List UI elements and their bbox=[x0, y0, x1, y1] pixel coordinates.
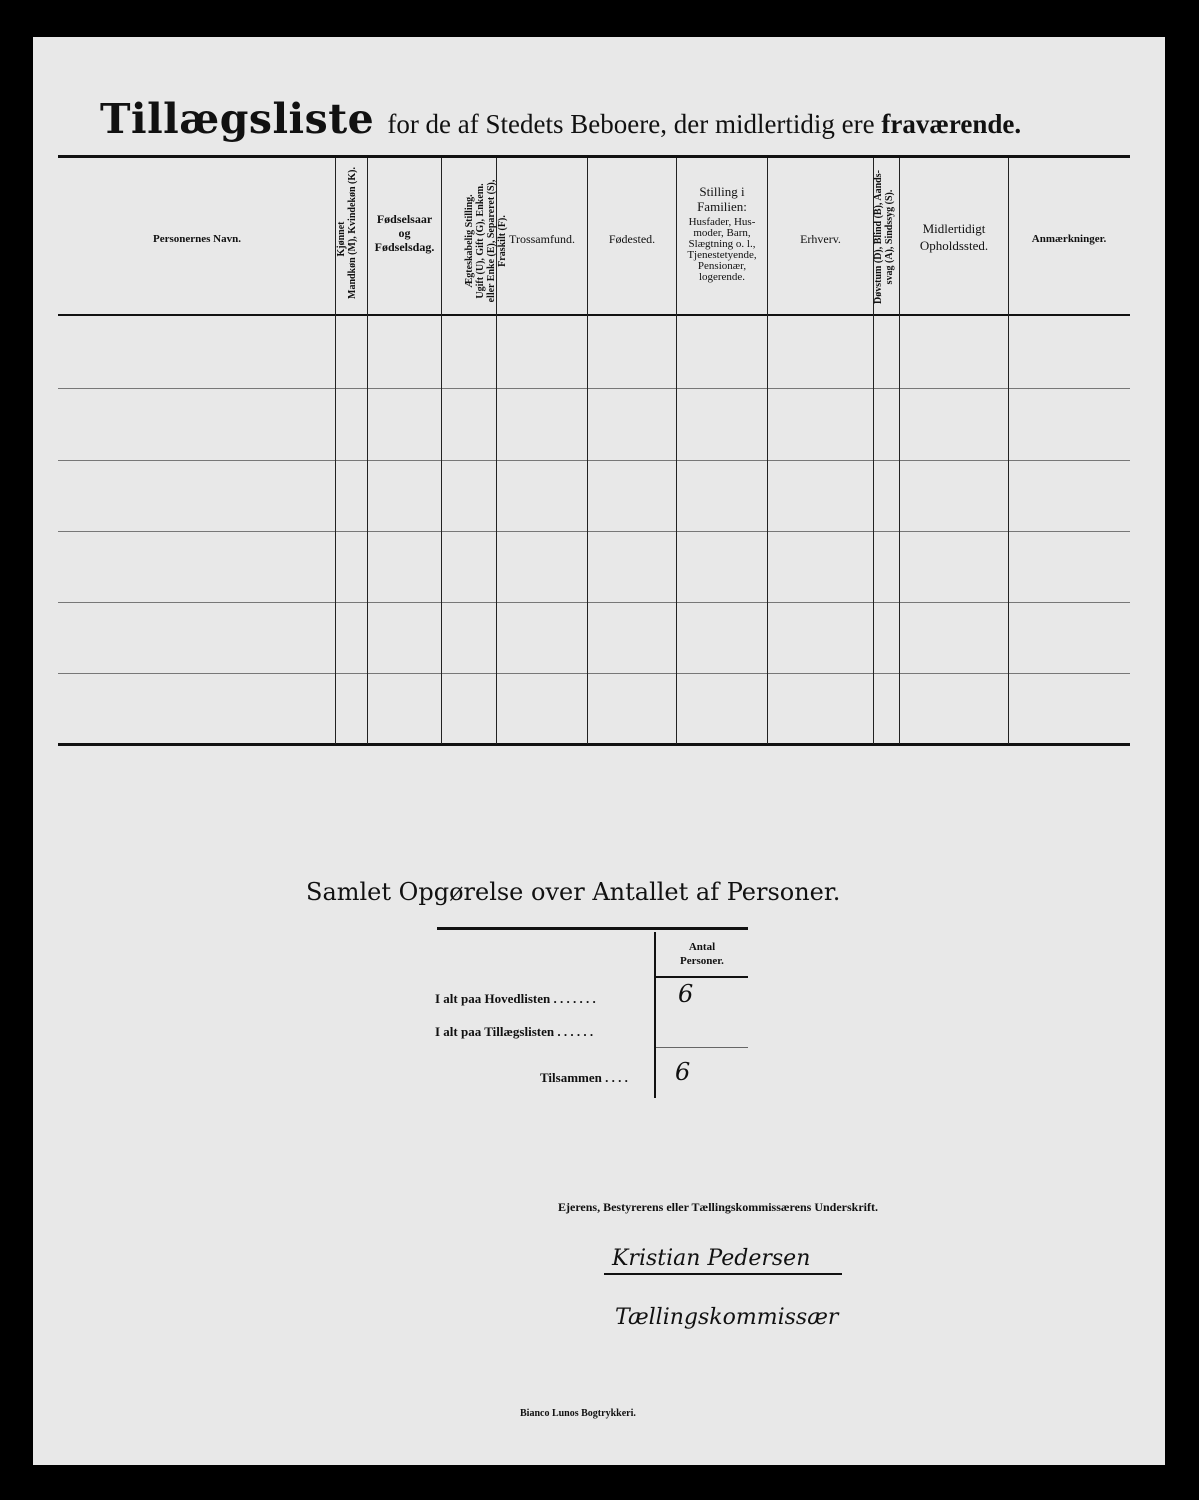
header-sex-line: Mandkøn (M), Kvindekøn (K). bbox=[347, 167, 358, 299]
header-sex bbox=[336, 167, 366, 299]
row-line bbox=[58, 673, 1130, 674]
header-bottom-rule bbox=[58, 314, 1130, 316]
form-title bbox=[100, 95, 1100, 143]
row-line bbox=[58, 388, 1130, 389]
signature-name: Kristian Pedersen bbox=[612, 1246, 811, 1271]
header-birth-line: Fødselsdag. bbox=[374, 240, 435, 254]
header-family bbox=[677, 184, 767, 283]
header-family-line: Pensionær, bbox=[697, 260, 747, 272]
summary-label-total: Tilsammen . . . . bbox=[540, 1070, 628, 1085]
header-birthplace: Fødested. bbox=[608, 232, 656, 246]
header-marital-line: Fraskilt (F). bbox=[497, 215, 508, 267]
summary-value-main: 6 bbox=[678, 980, 694, 1008]
column-divider bbox=[441, 158, 442, 744]
summary-label-supplement: I alt paa Tillægslisten . . . . . . bbox=[435, 1024, 594, 1039]
header-family-line: Familien: bbox=[697, 199, 747, 214]
header-sex-line: Kjønnet bbox=[336, 221, 347, 257]
header-family-line: Slægtning o. l., bbox=[688, 238, 756, 250]
title-subtitle-bold: fraværende. bbox=[881, 109, 1022, 139]
header-occupation: Erhverv. bbox=[800, 232, 841, 246]
header-name: Personernes Navn. bbox=[153, 233, 241, 245]
header-disability bbox=[873, 162, 899, 312]
summary-top-rule bbox=[437, 927, 748, 930]
title-main: Tillægsliste bbox=[100, 95, 375, 143]
signature-role: Tællingskommissær bbox=[615, 1305, 839, 1330]
printer-imprint: Bianco Lunos Bogtrykkeri. bbox=[520, 1408, 636, 1419]
header-marital-line: eller Enke (E), Separeret (S), bbox=[486, 179, 497, 303]
summary-subtotal-rule bbox=[656, 1047, 748, 1048]
summary-count-header-line: Antal bbox=[688, 941, 716, 953]
signature-underline bbox=[604, 1273, 842, 1275]
header-residence-line: Midlertidigt bbox=[922, 221, 986, 236]
table-bottom-rule bbox=[58, 743, 1130, 746]
header-family-line: moder, Barn, bbox=[693, 227, 751, 239]
row-line bbox=[58, 460, 1130, 461]
summary-header-rule bbox=[656, 976, 748, 978]
header-remarks: Anmærkninger. bbox=[1031, 233, 1107, 245]
header-disability-line: Døvstum (D), Blind (B), Aands- bbox=[873, 170, 884, 304]
summary-count-header bbox=[656, 940, 748, 968]
row-line bbox=[58, 531, 1130, 532]
summary-value-total: 6 bbox=[675, 1058, 691, 1086]
header-birth bbox=[368, 212, 441, 254]
table-top-rule bbox=[58, 155, 1130, 158]
header-family-line: Tjenestetyende, bbox=[687, 249, 757, 261]
summary-title: Samlet Opgørelse over Antallet af Personer. bbox=[306, 878, 841, 906]
title-subtitle-text: for de af Stedets Beboere, der midlertidig ere bbox=[387, 109, 875, 139]
header-marital-line: Ugift (U), Gift (G), Enkem. bbox=[475, 183, 486, 299]
summary-label-main: I alt paa Hovedlisten . . . . . . . bbox=[435, 991, 596, 1006]
row-line bbox=[58, 602, 1130, 603]
signature-caption: Ejerens, Bestyrerens eller Tællingskommissærens Underskrift. bbox=[558, 1200, 878, 1214]
title-subtitle bbox=[387, 109, 1021, 139]
header-birth-line: Fødselsaar bbox=[376, 212, 433, 226]
header-family-line: logerende. bbox=[698, 271, 746, 283]
header-family-line: Stilling i bbox=[699, 184, 745, 199]
header-family-line: Husfader, Hus- bbox=[688, 216, 756, 228]
header-residence-line: Opholdssted. bbox=[919, 238, 989, 253]
header-birth-line: og bbox=[398, 226, 411, 240]
header-disability-line: svag (A), Sindssyg (S). bbox=[884, 189, 895, 285]
header-residence bbox=[900, 220, 1008, 254]
summary-count-header-line: Personer. bbox=[680, 955, 724, 967]
header-marital-line: Ægteskabelig Stilling. bbox=[464, 194, 475, 288]
header-religion: Trossamfund. bbox=[509, 232, 575, 246]
